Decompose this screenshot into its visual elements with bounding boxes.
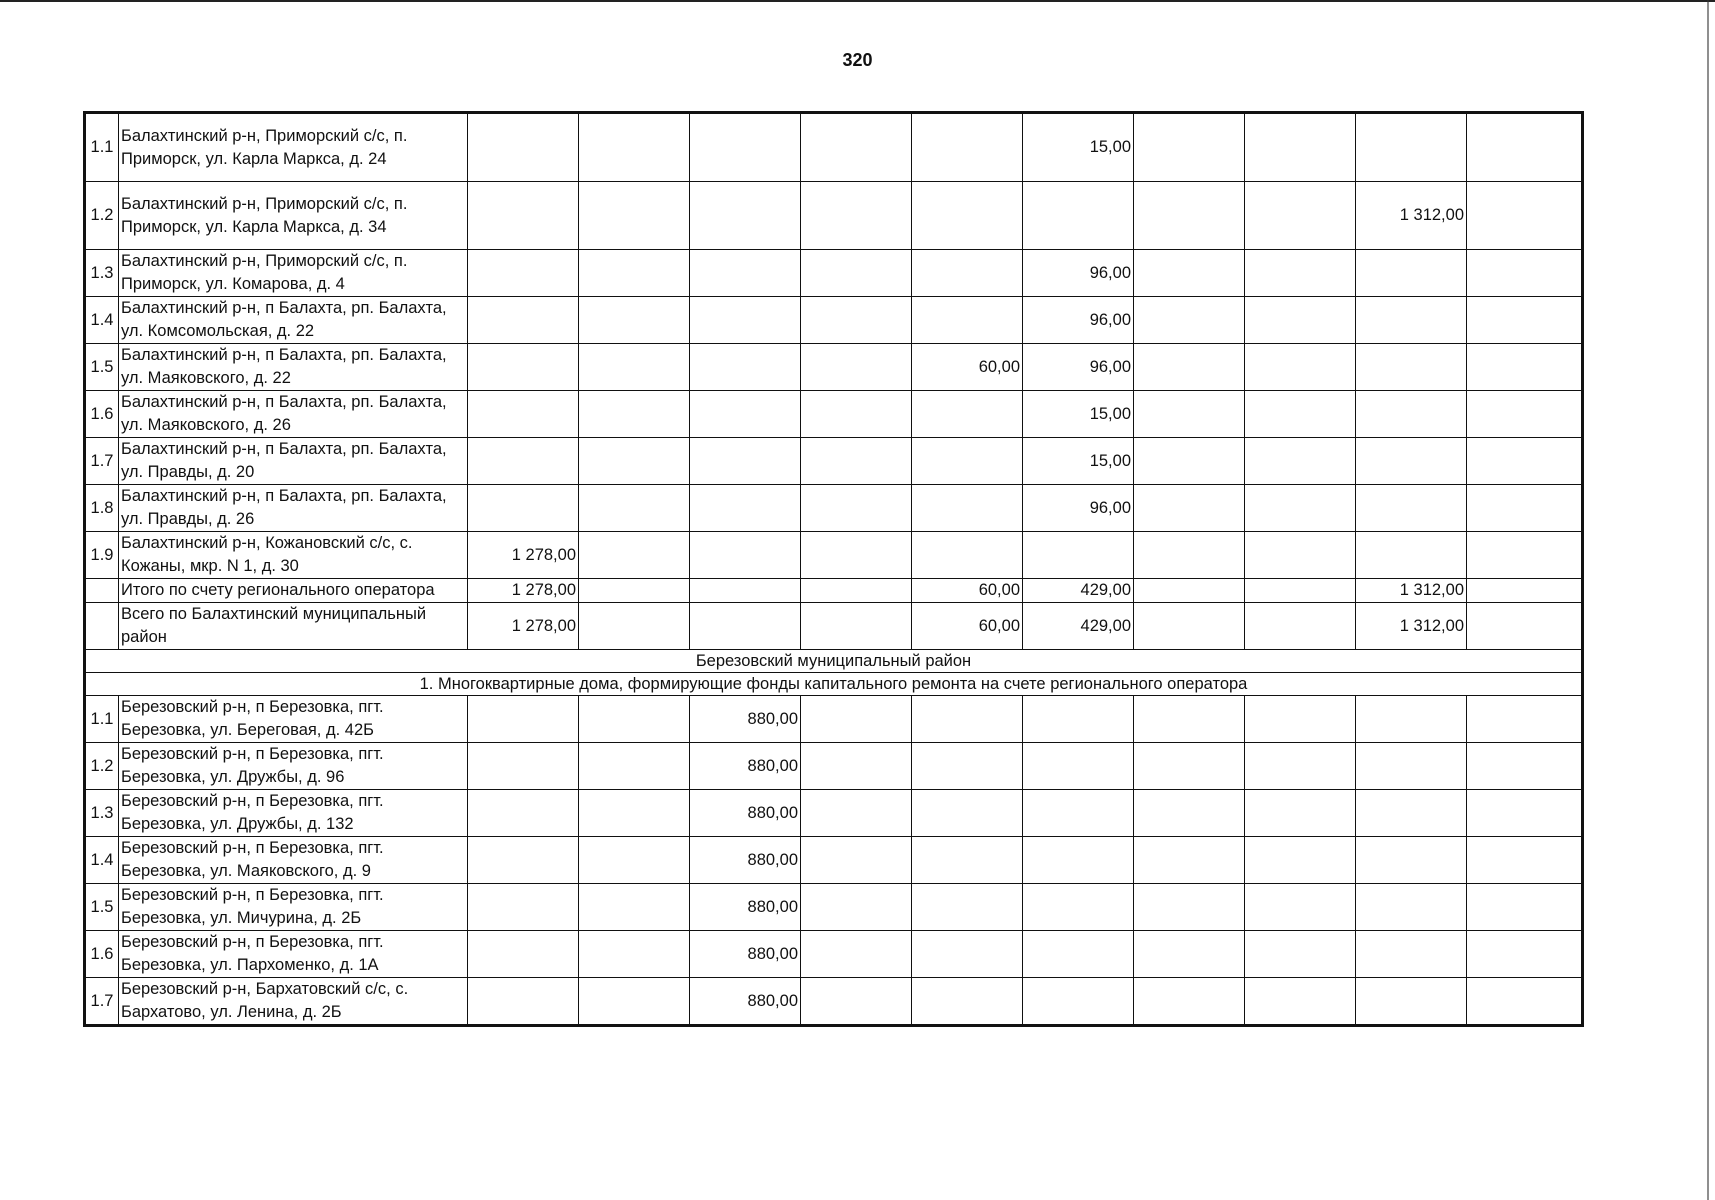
row-number: 1.4	[85, 837, 119, 884]
value-cell	[1356, 532, 1467, 579]
value-cell	[1467, 837, 1583, 884]
value-cell: 429,00	[1023, 603, 1134, 650]
value-cell	[801, 931, 912, 978]
value-cell	[468, 978, 579, 1026]
value-cell	[801, 182, 912, 250]
value-cell	[690, 485, 801, 532]
value-cell	[468, 113, 579, 182]
value-cell	[1245, 790, 1356, 837]
value-cell	[1245, 603, 1356, 650]
value-cell	[1134, 532, 1245, 579]
table-row	[85, 532, 1583, 579]
value-cell	[579, 182, 690, 250]
value-cell	[1245, 344, 1356, 391]
table-row	[85, 579, 1583, 603]
value-cell	[1245, 837, 1356, 884]
value-cell: 1 312,00	[1356, 182, 1467, 250]
page-number: 320	[842, 50, 873, 70]
table-row	[85, 743, 1583, 790]
row-number: 1.7	[85, 438, 119, 485]
value-cell	[1245, 391, 1356, 438]
table-body	[85, 113, 1583, 1026]
value-cell	[1356, 696, 1467, 743]
value-cell	[912, 113, 1023, 182]
value-cell	[1023, 837, 1134, 884]
value-cell: 880,00	[690, 837, 801, 884]
value-cell	[690, 250, 801, 297]
value-cell	[1134, 182, 1245, 250]
row-number: 1.8	[85, 485, 119, 532]
value-cell	[1134, 438, 1245, 485]
value-cell	[801, 297, 912, 344]
row-number: 1.6	[85, 931, 119, 978]
value-cell	[579, 438, 690, 485]
value-cell: 96,00	[1023, 485, 1134, 532]
row-number: 1.1	[85, 113, 119, 182]
value-cell	[1134, 978, 1245, 1026]
address-cell: Балахтинский р-н, п Балахта, рп. Балахта, ул. Правды, д. 20	[119, 438, 468, 485]
row-number	[85, 579, 119, 603]
value-cell	[912, 837, 1023, 884]
value-cell: 15,00	[1023, 113, 1134, 182]
value-cell	[468, 696, 579, 743]
value-cell: 1 312,00	[1356, 603, 1467, 650]
value-cell	[1023, 696, 1134, 743]
value-cell	[1245, 182, 1356, 250]
value-cell	[468, 790, 579, 837]
value-cell	[912, 532, 1023, 579]
value-cell	[468, 743, 579, 790]
value-cell	[468, 344, 579, 391]
value-cell	[1245, 696, 1356, 743]
value-cell	[1134, 579, 1245, 603]
value-cell	[1134, 603, 1245, 650]
value-cell	[1245, 978, 1356, 1026]
value-cell	[1245, 250, 1356, 297]
value-cell	[801, 438, 912, 485]
value-cell	[1356, 978, 1467, 1026]
value-cell	[1134, 884, 1245, 931]
address-cell: Балахтинский р-н, п Балахта, рп. Балахта, ул. Маяковского, д. 26	[119, 391, 468, 438]
table-row	[85, 182, 1583, 250]
row-number: 1.2	[85, 743, 119, 790]
value-cell	[801, 743, 912, 790]
value-cell	[912, 884, 1023, 931]
value-cell	[801, 579, 912, 603]
value-cell	[690, 603, 801, 650]
value-cell	[579, 603, 690, 650]
value-cell	[579, 790, 690, 837]
value-cell	[1356, 297, 1467, 344]
value-cell	[1023, 790, 1134, 837]
value-cell	[1023, 182, 1134, 250]
value-cell: 880,00	[690, 696, 801, 743]
table-row	[85, 438, 1583, 485]
value-cell: 1 278,00	[468, 579, 579, 603]
table-row	[85, 603, 1583, 650]
value-cell	[1467, 743, 1583, 790]
value-cell: 1 278,00	[468, 603, 579, 650]
value-cell: 15,00	[1023, 438, 1134, 485]
address-cell: Всего по Балахтинский муниципальный район	[119, 603, 468, 650]
value-cell: 60,00	[912, 344, 1023, 391]
value-cell	[801, 113, 912, 182]
value-cell: 60,00	[912, 603, 1023, 650]
value-cell	[1134, 696, 1245, 743]
value-cell	[579, 579, 690, 603]
row-number: 1.7	[85, 978, 119, 1026]
table-row	[85, 837, 1583, 884]
value-cell	[801, 696, 912, 743]
value-cell	[579, 884, 690, 931]
value-cell	[1134, 837, 1245, 884]
value-cell	[1134, 790, 1245, 837]
value-cell	[690, 113, 801, 182]
value-cell: 60,00	[912, 579, 1023, 603]
value-cell	[801, 837, 912, 884]
value-cell	[1245, 743, 1356, 790]
table-row	[85, 250, 1583, 297]
value-cell	[1356, 250, 1467, 297]
value-cell	[1467, 603, 1583, 650]
scan-top-edge	[0, 0, 1715, 2]
value-cell	[912, 485, 1023, 532]
value-cell	[468, 837, 579, 884]
value-cell	[1467, 182, 1583, 250]
value-cell	[690, 182, 801, 250]
value-cell	[801, 250, 912, 297]
section-title: 1. Многоквартирные дома, формирующие фонды капитального ремонта на счете регионального оператора	[85, 673, 1583, 696]
value-cell	[1467, 344, 1583, 391]
value-cell	[1467, 696, 1583, 743]
value-cell	[1023, 532, 1134, 579]
value-cell	[468, 485, 579, 532]
value-cell	[579, 297, 690, 344]
value-cell	[801, 603, 912, 650]
value-cell	[1467, 790, 1583, 837]
value-cell	[468, 391, 579, 438]
value-cell	[1467, 250, 1583, 297]
value-cell	[1356, 837, 1467, 884]
value-cell	[1134, 297, 1245, 344]
value-cell: 96,00	[1023, 250, 1134, 297]
value-cell	[690, 532, 801, 579]
row-number: 1.5	[85, 884, 119, 931]
value-cell	[912, 743, 1023, 790]
value-cell	[1467, 297, 1583, 344]
value-cell	[1467, 485, 1583, 532]
value-cell	[1356, 391, 1467, 438]
value-cell: 1 312,00	[1356, 579, 1467, 603]
value-cell	[579, 931, 690, 978]
table-row	[85, 696, 1583, 743]
value-cell	[1245, 297, 1356, 344]
value-cell	[1134, 250, 1245, 297]
value-cell	[1467, 931, 1583, 978]
value-cell	[1245, 931, 1356, 978]
address-cell: Балахтинский р-н, Приморский с/с, п. Приморск, ул. Карла Маркса, д. 34	[119, 182, 468, 250]
row-number: 1.3	[85, 790, 119, 837]
table-row	[85, 485, 1583, 532]
value-cell	[690, 297, 801, 344]
value-cell	[579, 250, 690, 297]
row-number: 1.9	[85, 532, 119, 579]
address-cell: Балахтинский р-н, Приморский с/с, п. Приморск, ул. Карла Маркса, д. 24	[119, 113, 468, 182]
value-cell	[579, 391, 690, 438]
table-row	[85, 113, 1583, 182]
value-cell	[801, 391, 912, 438]
value-cell	[1023, 931, 1134, 978]
address-cell: Березовский р-н, п Березовка, пгт. Березовка, ул. Береговая, д. 42Б	[119, 696, 468, 743]
value-cell: 429,00	[1023, 579, 1134, 603]
value-cell	[690, 579, 801, 603]
value-cell	[468, 438, 579, 485]
value-cell	[468, 297, 579, 344]
value-cell	[912, 250, 1023, 297]
value-cell: 880,00	[690, 884, 801, 931]
value-cell	[912, 978, 1023, 1026]
table-row	[85, 344, 1583, 391]
value-cell	[468, 182, 579, 250]
value-cell	[801, 884, 912, 931]
value-cell	[1134, 391, 1245, 438]
value-cell	[690, 391, 801, 438]
value-cell	[1245, 438, 1356, 485]
value-cell: 1 278,00	[468, 532, 579, 579]
value-cell	[579, 696, 690, 743]
value-cell	[579, 113, 690, 182]
section-row	[85, 673, 1583, 696]
value-cell: 880,00	[690, 790, 801, 837]
value-cell	[912, 182, 1023, 250]
value-cell	[1356, 438, 1467, 485]
value-cell	[690, 344, 801, 391]
table-row	[85, 884, 1583, 931]
value-cell	[1467, 113, 1583, 182]
value-cell	[579, 743, 690, 790]
value-cell	[1134, 743, 1245, 790]
section-title: Березовский муниципальный район	[85, 650, 1583, 673]
value-cell	[1467, 438, 1583, 485]
table-row	[85, 978, 1583, 1026]
address-cell: Березовский р-н, п Березовка, пгт. Березовка, ул. Дружбы, д. 132	[119, 790, 468, 837]
row-number: 1.1	[85, 696, 119, 743]
value-cell	[579, 344, 690, 391]
value-cell	[468, 884, 579, 931]
value-cell	[1245, 532, 1356, 579]
value-cell	[912, 438, 1023, 485]
address-cell: Березовский р-н, п Березовка, пгт. Березовка, ул. Дружбы, д. 96	[119, 743, 468, 790]
value-cell	[801, 485, 912, 532]
address-cell: Балахтинский р-н, Приморский с/с, п. Приморск, ул. Комарова, д. 4	[119, 250, 468, 297]
table-row	[85, 391, 1583, 438]
capital-repair-table	[83, 111, 1584, 1027]
value-cell	[579, 837, 690, 884]
table-row	[85, 931, 1583, 978]
value-cell	[1356, 790, 1467, 837]
value-cell	[801, 790, 912, 837]
value-cell: 15,00	[1023, 391, 1134, 438]
address-cell: Балахтинский р-н, п Балахта, рп. Балахта, ул. Комсомольская, д. 22	[119, 297, 468, 344]
value-cell	[1467, 978, 1583, 1026]
section-row	[85, 650, 1583, 673]
value-cell	[912, 391, 1023, 438]
row-number: 1.5	[85, 344, 119, 391]
value-cell	[1356, 344, 1467, 391]
value-cell	[1245, 113, 1356, 182]
value-cell	[1467, 884, 1583, 931]
value-cell	[1467, 532, 1583, 579]
value-cell	[1356, 113, 1467, 182]
value-cell	[1134, 344, 1245, 391]
value-cell	[912, 696, 1023, 743]
row-number: 1.2	[85, 182, 119, 250]
address-cell: Березовский р-н, п Березовка, пгт. Березовка, ул. Маяковского, д. 9	[119, 837, 468, 884]
scan-right-edge	[1707, 0, 1709, 1200]
value-cell	[1134, 485, 1245, 532]
value-cell: 880,00	[690, 978, 801, 1026]
table-row	[85, 790, 1583, 837]
value-cell	[1023, 884, 1134, 931]
value-cell	[1134, 931, 1245, 978]
row-number	[85, 603, 119, 650]
value-cell	[1467, 579, 1583, 603]
value-cell: 880,00	[690, 743, 801, 790]
table-row	[85, 297, 1583, 344]
address-cell: Березовский р-н, п Березовка, пгт. Березовка, ул. Мичурина, д. 2Б	[119, 884, 468, 931]
value-cell	[1245, 485, 1356, 532]
value-cell	[690, 438, 801, 485]
value-cell	[1356, 743, 1467, 790]
value-cell	[912, 297, 1023, 344]
value-cell	[1023, 978, 1134, 1026]
value-cell	[801, 532, 912, 579]
address-cell: Итого по счету регионального оператора	[119, 579, 468, 603]
value-cell	[579, 978, 690, 1026]
row-number: 1.3	[85, 250, 119, 297]
value-cell	[468, 931, 579, 978]
value-cell	[468, 250, 579, 297]
value-cell: 96,00	[1023, 344, 1134, 391]
address-cell: Березовский р-н, Бархатовский с/с, с. Бархатово, ул. Ленина, д. 2Б	[119, 978, 468, 1026]
value-cell	[1356, 931, 1467, 978]
value-cell	[801, 344, 912, 391]
value-cell	[1245, 884, 1356, 931]
value-cell	[912, 931, 1023, 978]
value-cell	[1356, 884, 1467, 931]
value-cell: 880,00	[690, 931, 801, 978]
value-cell	[1134, 113, 1245, 182]
value-cell	[1356, 485, 1467, 532]
value-cell	[912, 790, 1023, 837]
value-cell: 96,00	[1023, 297, 1134, 344]
value-cell	[1467, 391, 1583, 438]
value-cell	[1245, 579, 1356, 603]
address-cell: Березовский р-н, п Березовка, пгт. Березовка, ул. Пархоменко, д. 1А	[119, 931, 468, 978]
value-cell	[579, 532, 690, 579]
address-cell: Балахтинский р-н, Кожановский с/с, с. Кожаны, мкр. N 1, д. 30	[119, 532, 468, 579]
value-cell	[579, 485, 690, 532]
row-number: 1.6	[85, 391, 119, 438]
address-cell: Балахтинский р-н, п Балахта, рп. Балахта, ул. Маяковского, д. 22	[119, 344, 468, 391]
row-number: 1.4	[85, 297, 119, 344]
address-cell: Балахтинский р-н, п Балахта, рп. Балахта, ул. Правды, д. 26	[119, 485, 468, 532]
value-cell	[1023, 743, 1134, 790]
value-cell	[801, 978, 912, 1026]
